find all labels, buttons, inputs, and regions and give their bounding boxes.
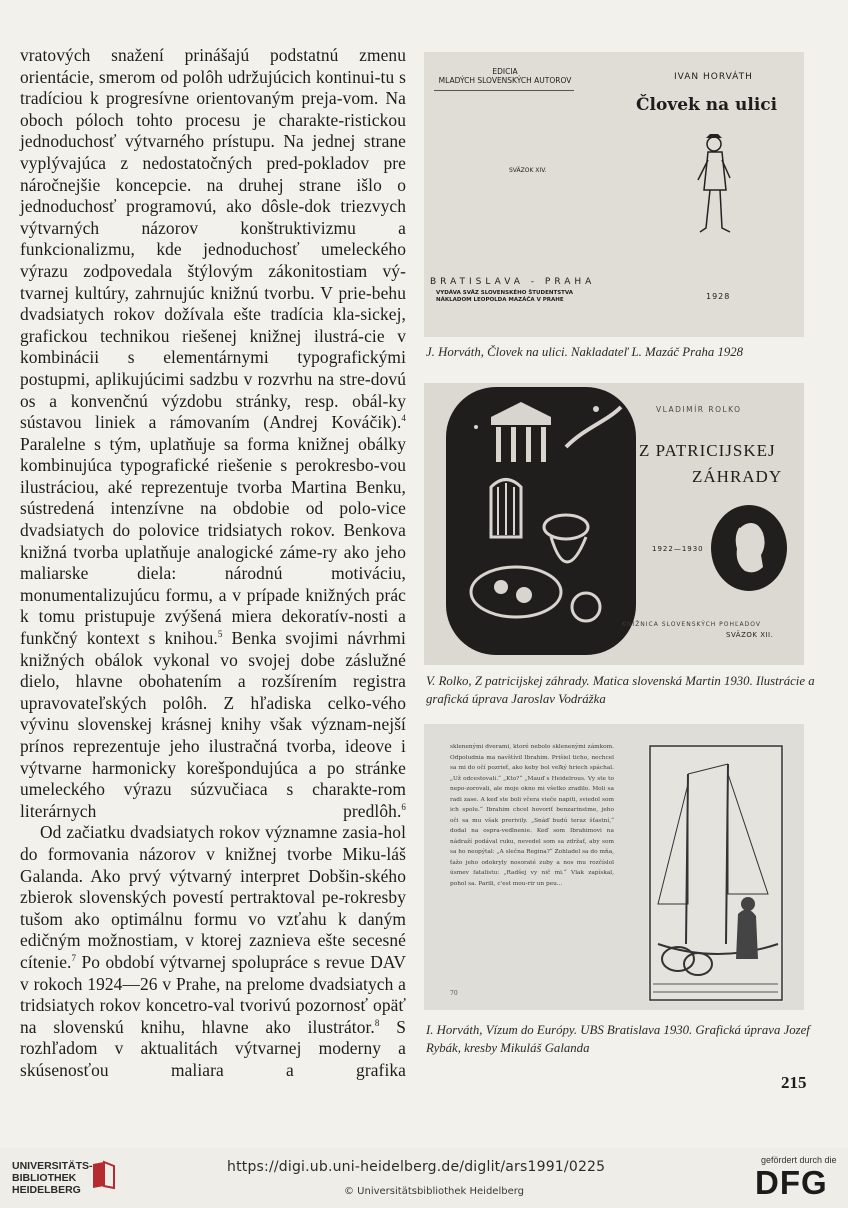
paragraph-1: [20, 45, 406, 434]
book-cover-clovek-na-ulici: [424, 52, 804, 337]
book-page-number: 70: [450, 990, 458, 997]
paragraph-1-text: vratových snažení prinášajú podstatnú zmenu orientácie, smerom od polôh udržujúcich kontinui-tu s tradíciou k progresívne orientovaným preja-vom. Na oboch póloch tohto procesu je charakte-ristickou jednoduchosť výtvarného prístupu. Na jednej strane vyplývajúca z nedostatočných pred-pokladov pre náročnejšie koncepcie. na druhej strane išlo o jednoduchosť programovú, ako dôsle-dok triezvych výtvarných názorov konštruktivizmu a funkcionalizmu, kde jednoduchosť umeleckého výrazu zodpovedala štýlovým zákonitostiam vý-tvarnej kultúry, zahrnujúc knižnú tvorbu. V prie-behu dvadsiatych rokov dožívala ešte tradícia kla-sickej, grafickou technikou riešenej knižnej ilustrá-cie v kombinácii s elementárnymi typografickými postupmi, aplikujúcimi sadzbu v rozvrhu na stre-dovú os a konvenčnú výzdobu stránky, resp. obál-ky sústavou liniek a rámovaním (Andrej Kováčik).: [20, 45, 406, 433]
figure-3-caption: I. Horváth, Vízum do Európy. UBS Bratislava 1930. Grafická úprava Jozef Rybák, kresby Mikuláš Galanda: [426, 1023, 810, 1055]
edition-subtitle: MLADÝCH SLOVENSKÝCH AUTOROV: [438, 76, 572, 85]
footnote-ref-5: 5: [217, 629, 223, 640]
cover-publisher: VYDÁVA SVÄZ SLOVENSKÉHO ŠTUDENTSTVA NÁKLADOM LEOPOLDA MAZÁČA V PRAHE: [436, 290, 574, 303]
funding-note: gefördert durch die: [761, 1155, 837, 1165]
paragraph-3: [20, 822, 406, 1081]
library-logo-icon: [90, 1160, 116, 1190]
paragraph-3-text-b: Po období výtvarnej spolupráce s revue DAV v rokoch 1924—26 v Prahe, na prelome dvadsiatych a tridsiatych rokov koncetro-val tvorivú pozornosť opäť na slovenskú knihu, hlavne ako ilustrátor.: [20, 951, 406, 1037]
paragraph-3-text-c: S rozhľadom v aktualitách výtvarnej moderny a skúsenosťou maliara a grafika: [20, 1016, 407, 1080]
footnote-ref-4: 4: [401, 413, 406, 424]
ub-heidelberg-logo[interactable]: [12, 1160, 93, 1196]
paragraph-2-text-b: Benka svojimi návrhmi knižných obálok vykonal vo svojej dobe záslužné dielo, hlavne obohatením a rozšírením registra upravovateľských polôh. Z hľadiska celko-vého vývinu slovenskej krásnej knihy však význam-nejší prínos reprezentuje jeho ilustračná tvorba, ideove i výtvarne harmonicky korešpondujúca a po stránke umeleckého výrazu súzvučiaca s charakte-rom literárnych predlôh.: [20, 628, 406, 821]
cover-volume: SVÄZOK XIV.: [509, 167, 547, 174]
copyright-notice: © Universitätsbibliothek Heidelberg: [344, 1186, 525, 1197]
galanda-drawing: [648, 744, 784, 1002]
main-text-column: [20, 45, 406, 1082]
book-spread-vizum-do-europy: [424, 724, 804, 1010]
permalink-url[interactable]: https://digi.ub.uni-heidelberg.de/diglit/ars1991/0225: [227, 1159, 606, 1175]
figure-2-caption: V. Rolko, Z patricijskej záhrady. Matica slovenská Martin 1930. Ilustrácie a grafická úprava Jaroslav Vodrážka: [426, 674, 815, 706]
cover-year: 1928: [706, 292, 731, 301]
cover-series: KNIŽNICA SLOVENSKÝCH POHĽADOV: [622, 621, 761, 628]
profile-portrait-icon: [711, 505, 787, 591]
decorative-illustration: [446, 387, 636, 655]
footer-bar: [0, 1148, 848, 1208]
divider: [434, 90, 574, 91]
cover-title: Človek na ulici: [636, 95, 778, 115]
edition-label: [430, 67, 580, 85]
dfg-logo[interactable]: DFG: [755, 1164, 828, 1201]
paragraph-2-text: Paralelne s tým, uplatňuje sa forma knižnej obálky kombinujúca typografické riešenie s perokresbo-vou ilustráciou, aké reprezentuje tvorba Martina Benku, sústredená intenzívne na obdobie od polo-vice dvadsiatych do polovice tridsiatych rokov. Benkova knižná tvorba uplatňuje analogické záme-ry ako jeho maliarske diela: národnú motiváciu, monumentalizujúcu formu, a v prípade knižných prác k tomu pristupuje zvýšená miera dekoratív-nosti a funkčný kontext s knihou.: [20, 433, 406, 649]
logo-line-3: HEIDELBERG: [12, 1184, 81, 1196]
figure-1-caption: J. Horváth, Človek na ulici. Nakladateľ L. Mazáč Praha 1928: [426, 345, 744, 359]
walking-man-illustration: [682, 130, 742, 240]
footnote-ref-7: 7: [71, 952, 77, 963]
book-cover-z-patricijskej-zahrady: [424, 383, 804, 665]
footnote-ref-8: 8: [374, 1017, 380, 1028]
cover-title-line-2: ZÁHRADY: [692, 467, 783, 486]
cover-title-line-1: Z PATRICIJSKEJ: [639, 441, 776, 460]
cover-volume: SVÄZOK XII.: [726, 631, 774, 639]
edition-title: EDICIA: [492, 67, 518, 76]
cover-author: VLADIMÍR ROLKO: [656, 405, 742, 414]
cover-author: IVAN HORVÁTH: [674, 72, 753, 82]
page-number: 215: [781, 1073, 807, 1092]
logo-line-1: UNIVERSITÄTS-: [12, 1160, 93, 1172]
paragraph-3-text: Od začiatku dvadsiatych rokov významne zasia-hol do formovania názorov v knižnej tvorbe Miku-láš Galanda. Ako prvý výtvarný interpret Dobšin-ského zbierok slovenských povestí pertraktoval pe-rokresby tušom ako optimálnu formu vo vzťahu k daným edičným možnostiam, v ktorej zaznieva ešte secesné cítenie.: [20, 822, 406, 972]
portrait-medallion: [711, 505, 787, 591]
paragraph-2: [20, 434, 406, 823]
book-page-text: sklenenými dverami, ktoré nebolo sklenenými zámkom. Odpoludnia ma navštívil Ibrahim. Prišiel ticho, nechcel sa mi do očí pozrieť, ako keby bol veľký hriech spáchal. „Už odcestovali.“ „Kto?“ „Mauď s Heidelrous. Vy ste to nepo-zorovali, ale moje okno mi všetko zradilo. Moli sa radi zase. A keď ste boli včera vieče napiti, sviedol som ich spolu.“ Ibrahim chcel hovoriť benzarinstme, jeho oči sa mu však prerivily. „Snáď budú teraz šťastní,“ dodal na ospra-vedlnenie. Keď som Ibrahimovi na nádraží podával ruku, nevedel som sa zdržať, aby som sa ho neopýtal: „A slečna Regina?“ Zohladel sa do mňa, ťažo jeho odokryly nosoraté zuby a nos mu rozčíslol úsmev fatalistu: „Radšej vy nič mi.“ Vlak zapískal, pohol sa. Parili, c'est mou-rir un peu...: [450, 744, 614, 887]
logo-line-2: BIBLIOTHEK: [12, 1172, 77, 1184]
temple-still-life-drawing: [446, 387, 636, 655]
sailboat-drawing: [648, 744, 784, 1002]
cover-city: BRATISLAVA - PRAHA: [430, 277, 596, 287]
cover-years: 1922—1930: [652, 545, 704, 553]
footnote-ref-6: 6: [401, 801, 406, 812]
